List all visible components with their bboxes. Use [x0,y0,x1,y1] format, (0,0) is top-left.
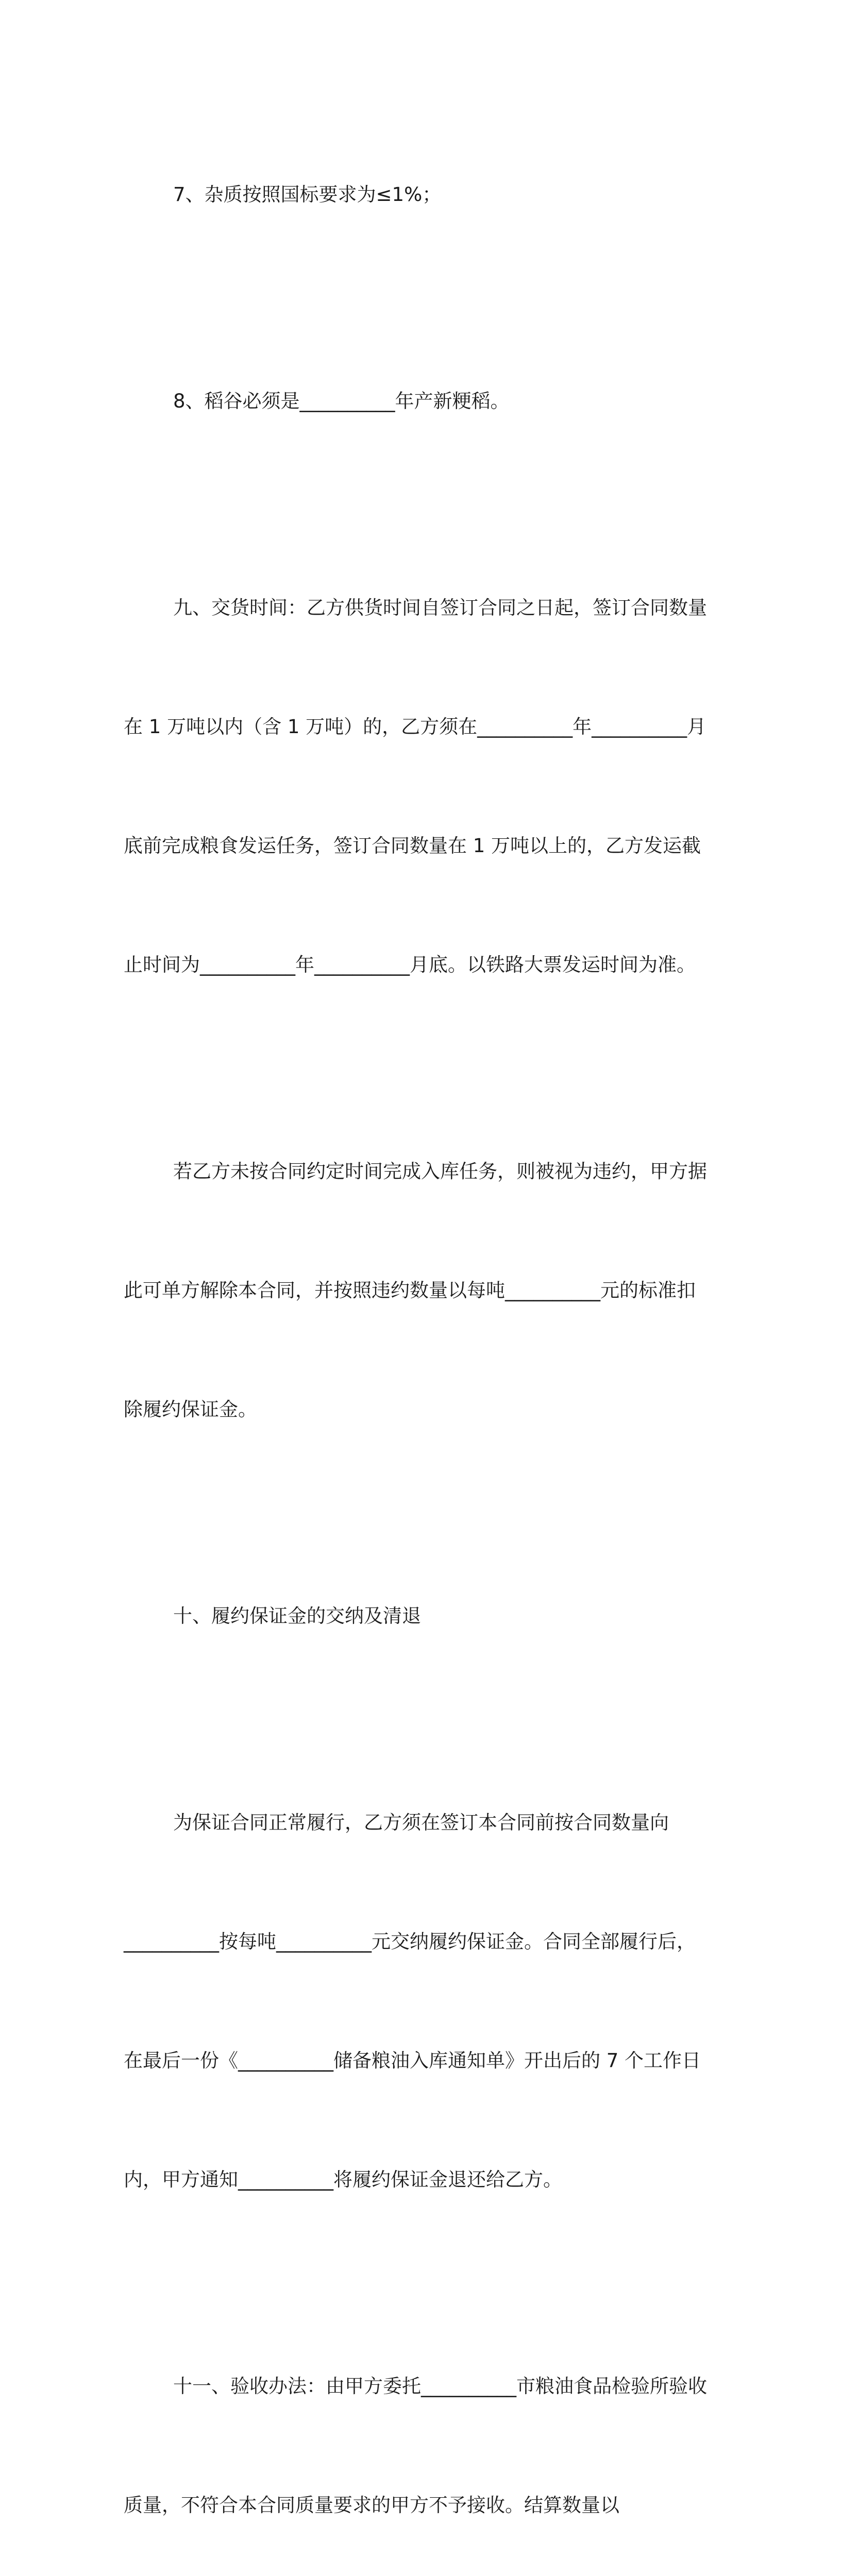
clause-9-delivery-time [124,509,716,1064]
text-line: 质量，不符合本合同质量要求的甲方不予接收。结算数量以 [124,2494,619,2516]
text-line: 内，甲方通知__________将履约保证金退还给乙方。 [124,2168,562,2191]
text-line: 在最后一份《__________储备粮油入库通知单》开出后的 7 个工作日 [124,2049,701,2072]
clause-10-deposit [124,1723,716,2279]
clause-11-acceptance [124,2287,716,2576]
text-line: 此可单方解除本合同，并按照违约数量以每吨__________元的标准扣 [124,1279,696,1301]
text-line: 九、交货时间：乙方供货时间自签订合同之日起，签订合同数量 [173,597,707,619]
text-line: 止时间为__________年__________月底。以铁路大票发运时间为准。 [124,954,696,976]
text-line: 若乙方未按合同约定时间完成入库任务，则被视为违约，甲方据 [173,1160,707,1182]
text-line: 在 1 万吨以内（含 1 万吨）的，乙方须在__________年__________月 [124,716,707,738]
clause-10-heading [124,1517,716,1715]
text-line: 十一、验收办法：由甲方委托__________市粮油食品检验所验收 [173,2375,707,2397]
text-line: 7、杂质按照国标要求为≤1%； [173,183,442,206]
text-line: 除履约保证金。 [124,1398,257,1420]
text-line: __________按每吨__________元交纳履约保证金。合同全部履行后， [124,1930,696,1953]
text-line: 底前完成粮食发运任务，签订合同数量在 1 万吨以上的，乙方发运截 [124,835,701,857]
text-line: 十、履约保证金的交纳及清退 [173,1605,421,1627]
text-line: 8、稻谷必须是__________年产新粳稻。 [173,390,510,412]
text-line: 为保证合同正常履行，乙方须在签订本合同前按合同数量向 [173,1811,669,1834]
document-page [124,95,716,2576]
clause-7-impurity [124,95,716,294]
clause-8-rice-year [124,302,716,500]
clause-9-breach [124,1072,716,1509]
